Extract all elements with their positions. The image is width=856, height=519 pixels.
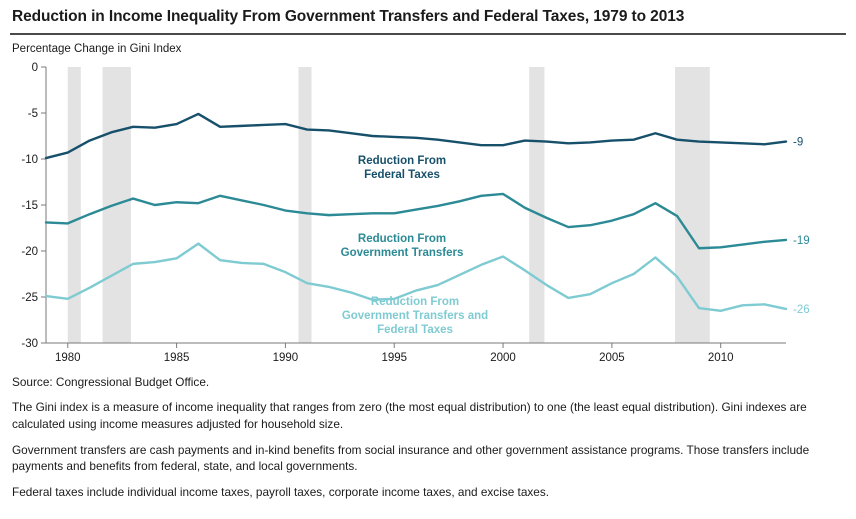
x-tick-label: 1985 — [163, 352, 190, 364]
y-tick-label: -5 — [27, 108, 38, 120]
y-tick-label: -10 — [21, 154, 38, 166]
y-tick-label: -15 — [21, 200, 38, 212]
y-axis-title: Percentage Change in Gini Index — [12, 43, 182, 55]
series-end-label: -26 — [793, 303, 810, 316]
recession-band — [675, 67, 710, 343]
note-paragraph-3: Federal taxes include individual income taxes, payroll taxes, corporate income taxes, and excise taxes. — [12, 485, 550, 499]
line-chart — [10, 59, 846, 369]
series-end-label: -19 — [793, 234, 810, 247]
x-tick-label: 2005 — [599, 352, 625, 364]
recession-band — [298, 67, 311, 343]
series-annotation: Reduction From Government Transfers and Federal Taxes — [341, 296, 489, 336]
x-tick-label: 2010 — [707, 352, 734, 364]
y-tick-label: -25 — [21, 292, 38, 304]
y-tick-label: 0 — [31, 62, 38, 74]
page-title: Reduction in Income Inequality From Government Transfers and Federal Taxes, 1979 to 2013 — [12, 8, 685, 25]
x-tick-label: 1980 — [54, 352, 81, 364]
title-divider — [10, 33, 846, 35]
y-tick-label: -20 — [21, 246, 38, 258]
series-end-label: -9 — [793, 136, 804, 149]
recession-band — [68, 67, 81, 343]
note-paragraph-1: The Gini index is a measure of income inequality that ranges from zero (the most equal distribution) to one (the least equal distribution). Gini indexes are calculated using income measures adjusted for household size. — [12, 400, 807, 431]
figure-notes — [10, 375, 846, 501]
note-paragraph-2: Government transfers are cash payments and in-kind benefits from social insurance and other government assistance programs. Those transfers include payments and benefits from federal, state, and local governments. — [12, 442, 810, 474]
series-annotation: Reduction From Government Transfers — [340, 233, 464, 259]
x-tick-label: 2000 — [490, 352, 516, 364]
series-annotation: Reduction From Federal Taxes — [357, 155, 447, 181]
x-tick-label: 1990 — [272, 352, 299, 364]
source-line: Source: Congressional Budget Office. — [12, 375, 210, 389]
recession-band — [529, 67, 544, 343]
x-tick-label: 1995 — [381, 352, 408, 364]
y-tick-label: -30 — [21, 338, 38, 350]
chart-area — [10, 59, 846, 369]
